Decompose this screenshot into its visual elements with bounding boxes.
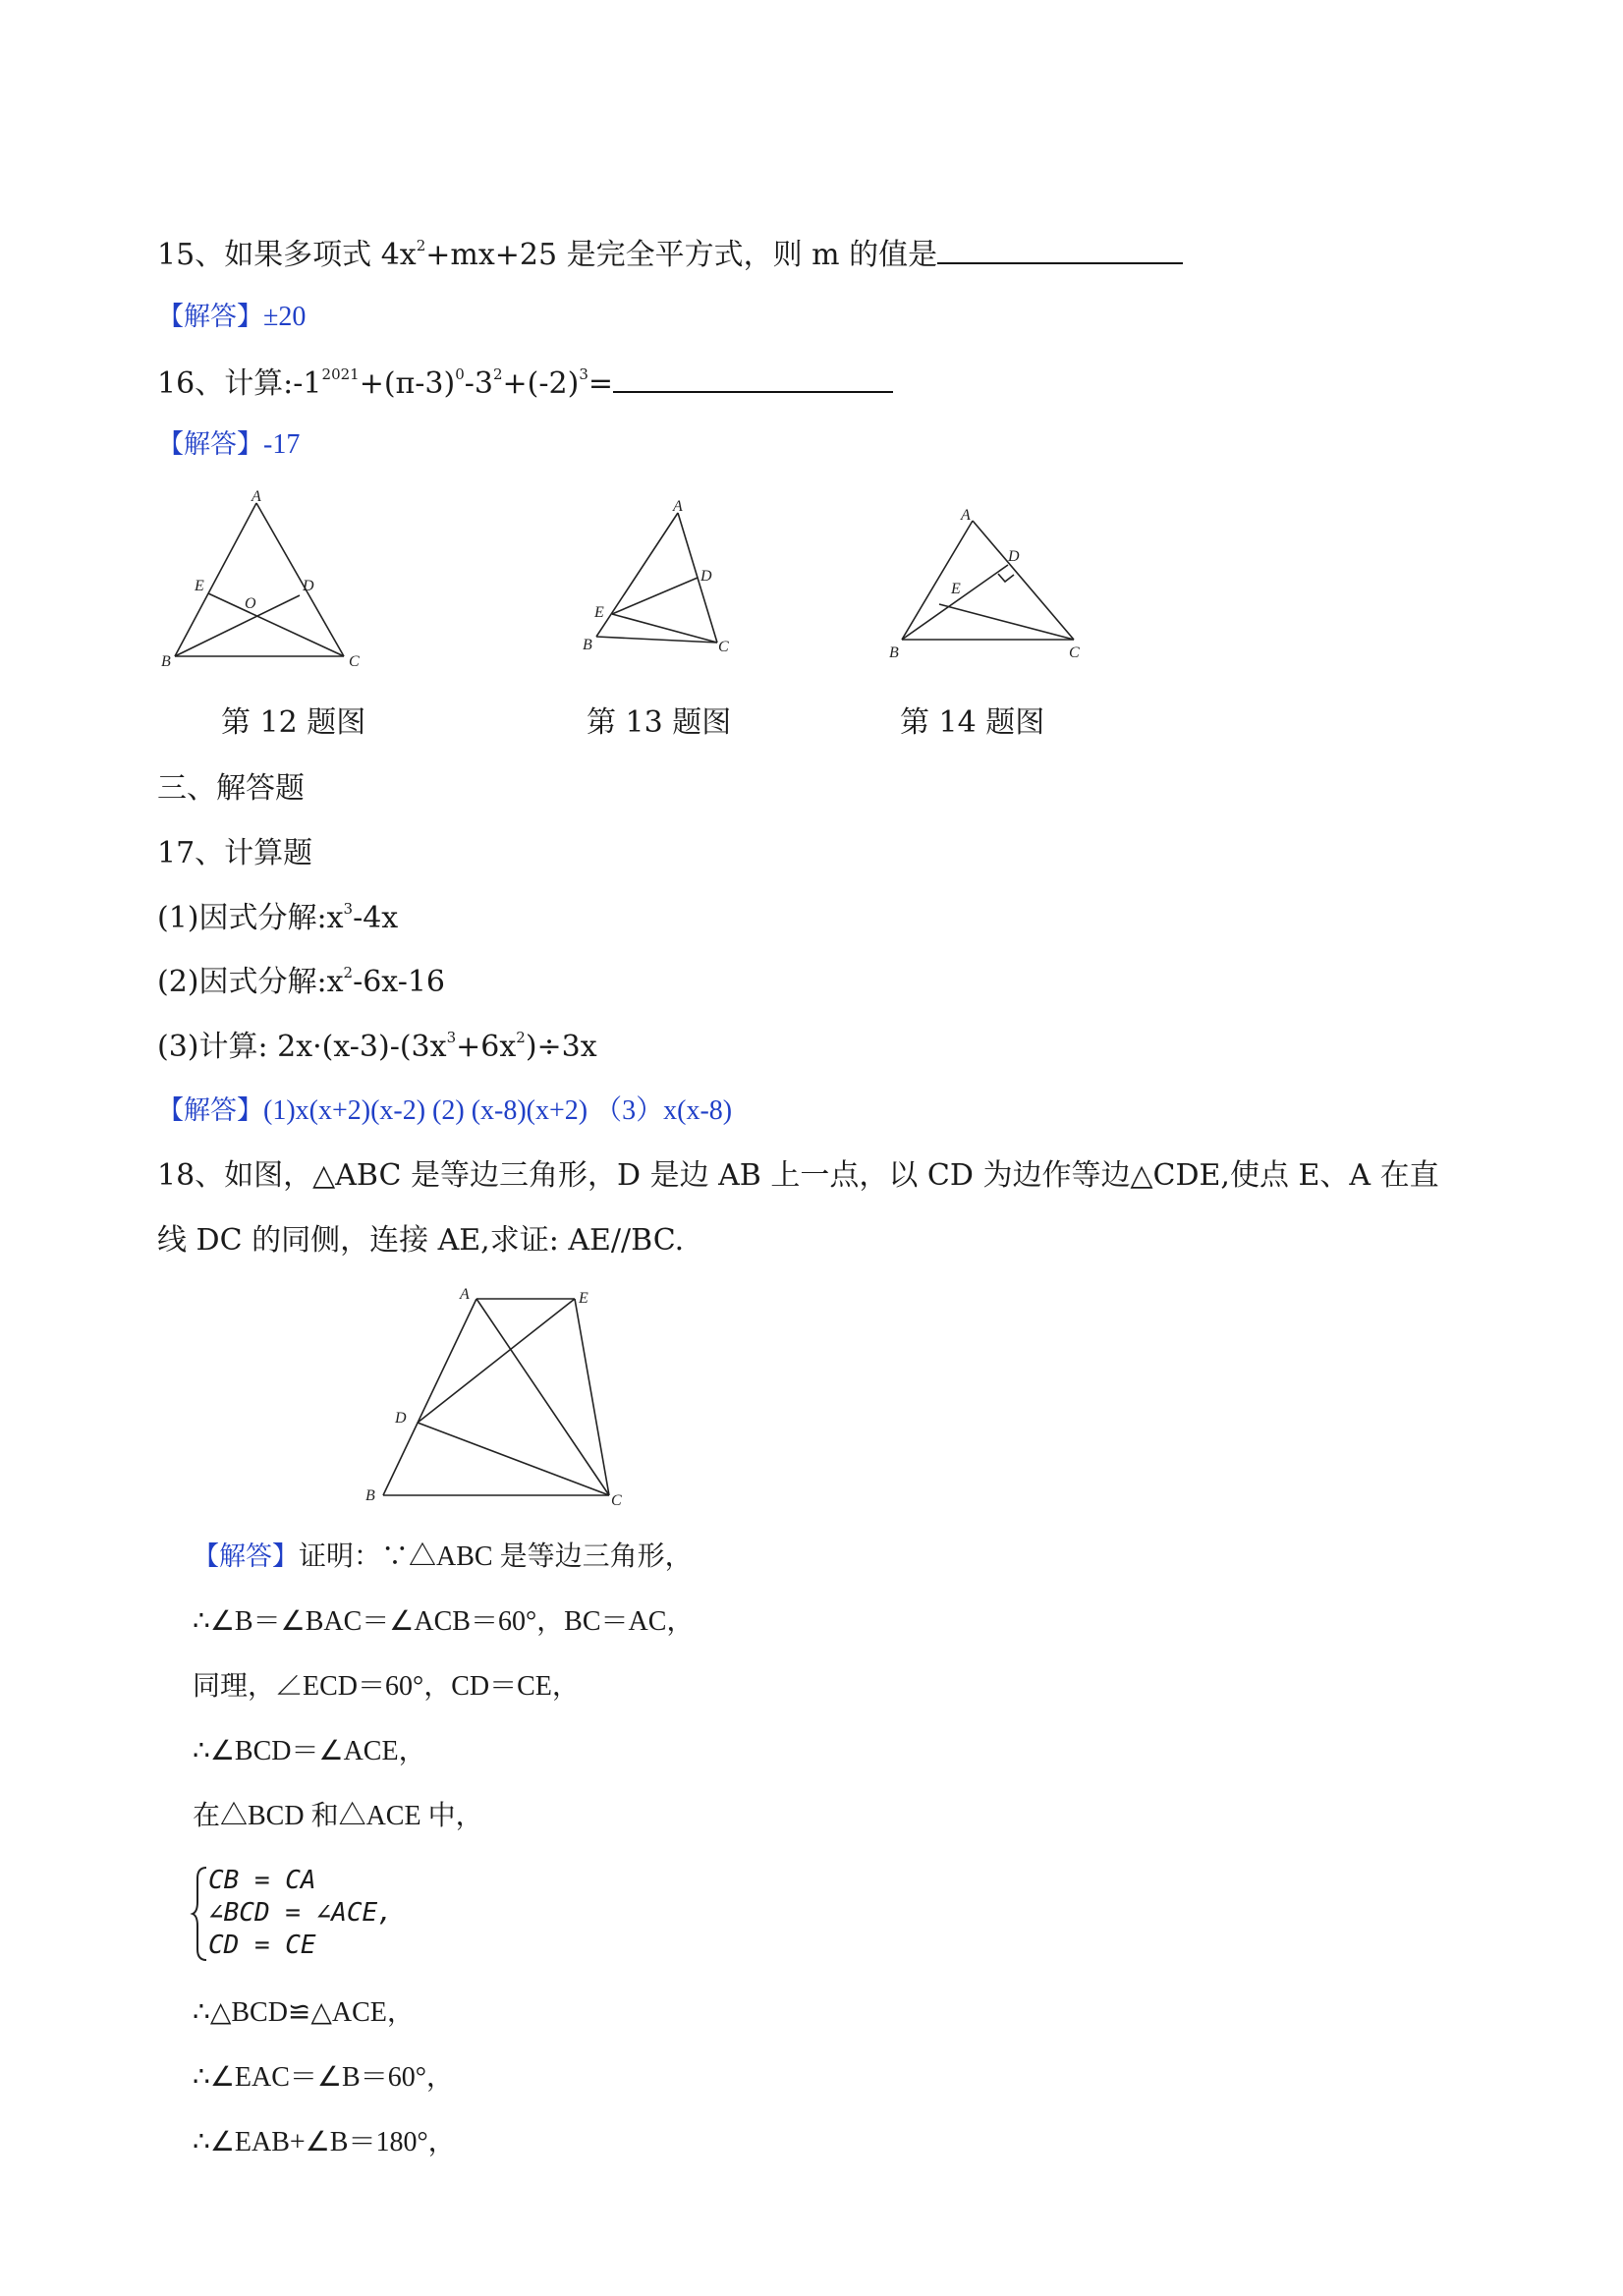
question-text: = — [588, 366, 614, 401]
exponent: 2 — [516, 1029, 526, 1046]
question-text: 如果多项式 4x — [224, 238, 417, 272]
label-a: A — [961, 507, 971, 524]
proof-line-2: ∴∠B＝∠BAC＝∠ACB＝60°，BC＝AC， — [193, 1606, 695, 1637]
proof-line-4: ∴∠BCD＝∠ACE， — [193, 1736, 426, 1766]
exponent: 3 — [343, 900, 354, 918]
exponent: 2 — [343, 964, 354, 981]
question-17-part-3 — [157, 1028, 597, 1067]
exponent: 0 — [455, 365, 465, 383]
exponent: 3 — [579, 365, 588, 383]
question-text: (1)因式分解:x — [157, 901, 344, 935]
question-text: +(π-3) — [359, 366, 456, 401]
caption-figure-13: 第 13 题图 — [587, 705, 732, 740]
proof-line-3: 同理，∠ECD＝60°，CD＝CE， — [193, 1671, 580, 1702]
question-17-part-1 — [157, 899, 398, 938]
answer-16 — [157, 426, 300, 464]
answer-tag: 【解答】 — [193, 1541, 299, 1572]
exponent: 2021 — [321, 365, 360, 383]
caption-figure-12: 第 12 题图 — [221, 705, 366, 740]
answer-blank — [613, 362, 893, 393]
question-number: 16、 — [157, 366, 225, 401]
label-a: A — [252, 488, 261, 505]
proof-line-7: ∴∠EAC＝∠B＝60°， — [193, 2062, 454, 2093]
question-18-line-1: 18、如图，△ABC 是等边三角形，D 是边 AB 上一点，以 CD 为边作等边△CDE,使点 E、A 在直 — [157, 1158, 1439, 1193]
label-e: E — [951, 581, 961, 597]
question-text: +mx+25 是完全平方式，则 m 的值是 — [425, 238, 938, 272]
answer-blank — [937, 233, 1183, 264]
figure-14 — [882, 496, 1098, 673]
label-o: O — [245, 595, 256, 612]
question-number: 15、 — [157, 238, 225, 272]
label-e: E — [195, 578, 204, 594]
label-b: B — [365, 1487, 375, 1504]
figure-12 — [157, 488, 360, 678]
question-17-title: 17、计算题 — [157, 836, 313, 870]
proof-line-8: ∴∠EAB+∠B＝180°， — [193, 2127, 456, 2157]
label-c: C — [611, 1492, 622, 1509]
proof-text: 证明：∵△ABC 是等边三角形， — [299, 1541, 693, 1572]
question-16 — [157, 362, 893, 404]
label-b: B — [889, 644, 899, 661]
exponent: 2 — [493, 365, 503, 383]
label-d: D — [1008, 548, 1020, 565]
proof-line-1 — [193, 1539, 693, 1576]
question-text: -4x — [353, 901, 399, 935]
answer-tag: 【解答】 — [157, 429, 263, 460]
answer-tag: 【解答】 — [157, 1095, 263, 1126]
brace-line-2: ∠BCD = ∠ACE, — [208, 1898, 393, 1928]
answer-15 — [157, 299, 306, 336]
brace-line-3: CD = CE — [208, 1931, 316, 1960]
question-text: +(-2) — [502, 366, 580, 401]
section-heading: 三、解答题 — [157, 771, 305, 806]
label-c: C — [1069, 644, 1080, 661]
caption-figure-14: 第 14 题图 — [900, 705, 1045, 740]
question-text: +6x — [456, 1030, 517, 1064]
label-c: C — [718, 639, 729, 655]
proof-line-5: 在△BCD 和△ACE 中， — [193, 1801, 483, 1831]
question-17-part-2 — [157, 963, 445, 1002]
question-text: -6x-16 — [353, 965, 446, 999]
answer-value: (1)x(x+2)(x-2) (2) (x-8)(x+2) （3）x(x-8) — [263, 1095, 733, 1126]
question-18-line-2: 线 DC 的同侧，连接 AE,求证: AE//BC. — [157, 1223, 685, 1258]
label-a: A — [673, 498, 683, 515]
figure-18 — [354, 1277, 648, 1513]
label-e: E — [594, 604, 604, 621]
answer-value: ±20 — [263, 302, 307, 332]
question-text: )÷3x — [525, 1030, 597, 1064]
brace-line-1: CB = CA — [208, 1866, 316, 1895]
label-e: E — [579, 1290, 588, 1307]
label-b: B — [161, 653, 171, 670]
label-d: D — [700, 568, 712, 585]
answer-value: -17 — [263, 429, 301, 460]
question-text: -3 — [464, 366, 493, 401]
exponent: 3 — [446, 1029, 457, 1046]
question-text: (2)因式分解:x — [157, 965, 344, 999]
answer-17 — [157, 1092, 732, 1130]
label-b: B — [583, 637, 592, 653]
left-brace — [191, 1865, 210, 1963]
label-d: D — [395, 1410, 407, 1427]
label-d: D — [303, 578, 314, 594]
label-a: A — [460, 1286, 470, 1303]
question-15 — [157, 233, 1183, 275]
question-text: 计算:-1 — [224, 366, 322, 401]
proof-line-6: ∴△BCD≌△ACE， — [193, 1997, 415, 2028]
label-c: C — [349, 653, 360, 670]
question-text: (3)计算: 2x·(x-3)-(3x — [157, 1030, 447, 1064]
exponent: 2 — [416, 237, 426, 254]
answer-tag: 【解答】 — [157, 302, 263, 332]
figure-13 — [575, 491, 742, 673]
